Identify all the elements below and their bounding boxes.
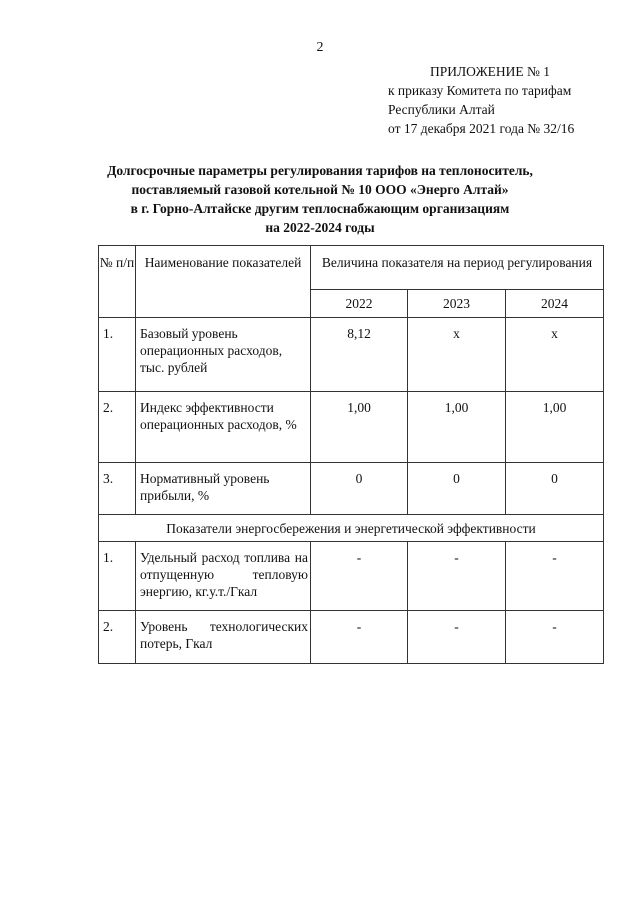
table-row [99, 392, 604, 463]
row-name: Уровень технологических потерь, Гкал [136, 611, 311, 664]
row-value-2023: - [408, 542, 506, 611]
row-name: Базовый уровень операционных расходов, тыс. рублей [136, 318, 311, 392]
document-title-line-3: в г. Горно-Алтайске другим теплоснабжающим организациям [130, 201, 510, 216]
document-title [60, 161, 580, 237]
document-title-line-4: на 2022-2024 годы [265, 220, 375, 235]
table-header-row [99, 246, 604, 290]
row-value-2024: 1,00 [506, 392, 604, 463]
row-num: 3. [99, 463, 136, 515]
row-value-2022: 0 [311, 463, 408, 515]
header-value: Величина показателя на период регулирования [311, 246, 604, 290]
row-name: Нормативный уровень прибыли, % [136, 463, 311, 515]
row-value-2022: - [311, 611, 408, 664]
row-num: 1. [99, 542, 136, 611]
appendix-line-1: к приказу Комитета по тарифам [388, 83, 572, 98]
row-value-2024: - [506, 542, 604, 611]
appendix-line-2: Республики Алтай [388, 102, 495, 117]
row-value-2024: х [506, 318, 604, 392]
row-value-2024: - [506, 611, 604, 664]
header-year-2022: 2022 [311, 290, 408, 318]
row-value-2023: х [408, 318, 506, 392]
row-value-2022: 1,00 [311, 392, 408, 463]
row-name: Удельный расход топлива на отпущенную тепловую энергию, кг.у.т./Гкал [136, 542, 311, 611]
row-value-2023: 1,00 [408, 392, 506, 463]
row-value-2024: 0 [506, 463, 604, 515]
section-title: Показатели энергосбережения и энергетической эффективности [99, 515, 604, 542]
row-value-2023: 0 [408, 463, 506, 515]
row-name: Индекс эффективности операционных расходов, % [136, 392, 311, 463]
row-num: 2. [99, 611, 136, 664]
table-row [99, 318, 604, 392]
header-num: № п/п [99, 246, 136, 318]
appendix-block [388, 62, 628, 138]
header-name: Наименование показателей [136, 246, 311, 318]
table-row [99, 463, 604, 515]
parameters-table [98, 245, 604, 664]
page-number: 2 [316, 40, 324, 55]
row-num: 1. [99, 318, 136, 392]
row-num: 2. [99, 392, 136, 463]
section-header-row [99, 515, 604, 542]
document-title-line-2: поставляемый газовой котельной № 10 ООО «Энерго Алтай» [131, 182, 509, 197]
header-year-2023: 2023 [408, 290, 506, 318]
appendix-title: ПРИЛОЖЕНИЕ № 1 [430, 64, 551, 79]
row-value-2022: 8,12 [311, 318, 408, 392]
table-row [99, 611, 604, 664]
row-value-2022: - [311, 542, 408, 611]
row-value-2023: - [408, 611, 506, 664]
table-row [99, 542, 604, 611]
appendix-line-3: от 17 декабря 2021 года № 32/16 [388, 121, 575, 136]
header-year-2024: 2024 [506, 290, 604, 318]
document-title-line-1: Долгосрочные параметры регулирования тарифов на теплоноситель, [107, 163, 533, 178]
